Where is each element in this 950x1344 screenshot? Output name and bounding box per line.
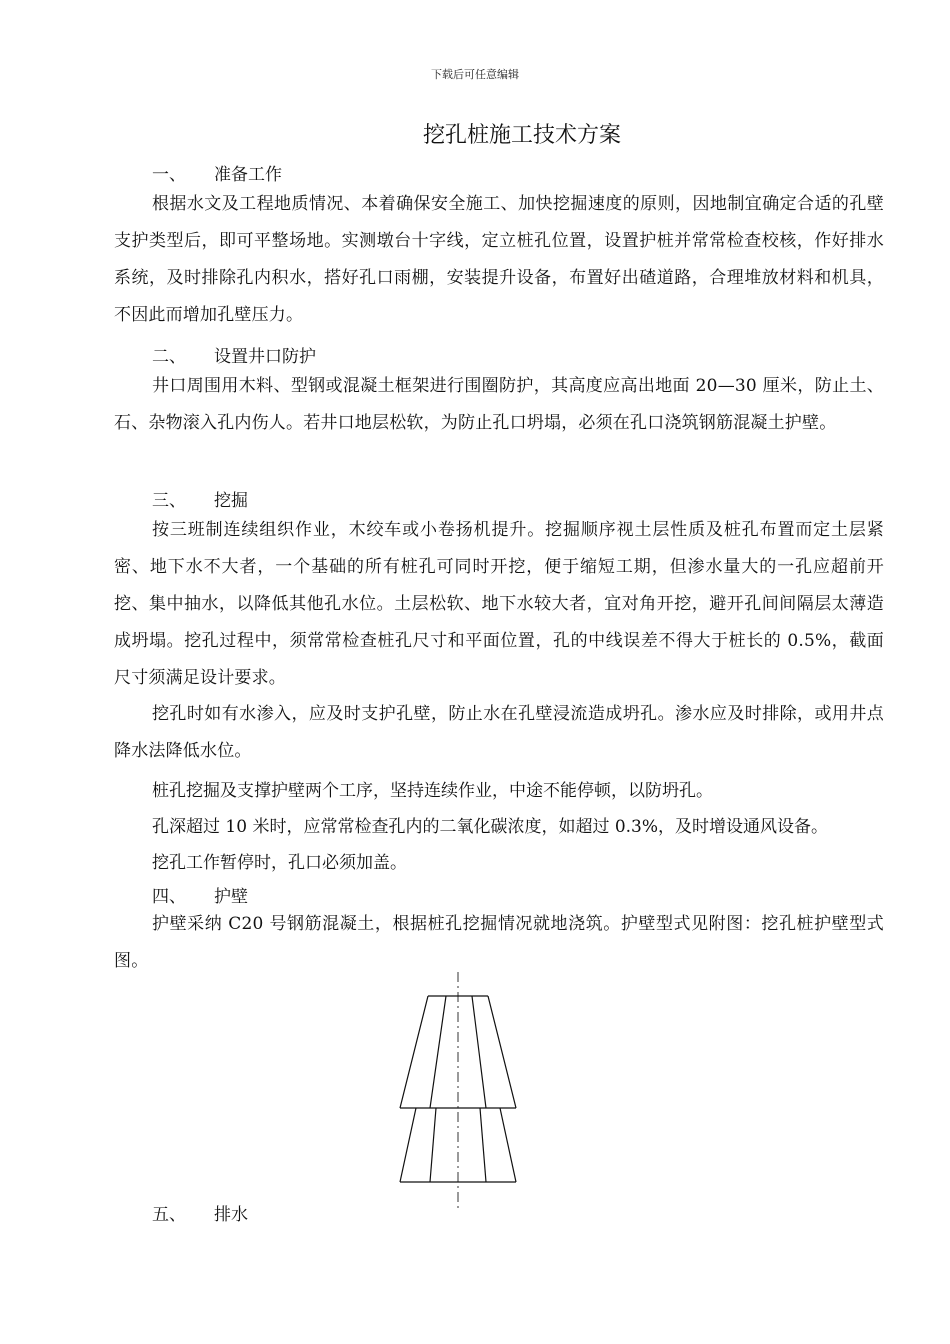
paragraph-prep: [114, 186, 884, 334]
paragraph-text: 护壁采纳 C20 号钢筋混凝土，根据桩孔挖掘情况就地浇筑。护壁型式见附图：挖孔桩护壁型式图。: [114, 914, 884, 971]
paragraph-text: 挖孔时如有水渗入，应及时支护孔壁，防止水在孔壁浸流造成坍孔。渗水应及时排除，或用井点降水法降低水位。: [114, 704, 884, 761]
paragraph-wellhead: [114, 368, 884, 442]
section-number: 二、: [152, 347, 186, 367]
document-title: 挖孔桩施工技术方案: [422, 123, 621, 148]
paragraph-text: 根据水文及工程地质情况、本着确保安全施工、加快挖掘速度的原则，因地制宜确定合适的孔壁支护类型后，即可平整场地。实测墩台十字线，定立桩孔位置，设置护桩并常常检查校核，作好排水系统，及时排除孔内积水，搭好孔口雨棚，安装提升设备，布置好出碴道路，合理堆放材料和机具，不因此而增加孔壁压力。: [114, 194, 884, 325]
pile-wall-diagram: [390, 968, 530, 1213]
section-heading-4: [152, 882, 248, 907]
section-title: 设置井口防护: [214, 347, 316, 367]
section-number: 五、: [152, 1205, 186, 1225]
section-title: 挖掘: [214, 491, 248, 511]
section-heading-1: [152, 160, 282, 185]
section-title: 护壁: [214, 887, 248, 907]
section-heading-5: [152, 1200, 248, 1225]
section-number: 四、: [152, 887, 186, 907]
section-heading-2: [152, 342, 316, 367]
paragraph-text: 按三班制连续组织作业，木绞车或小卷扬机提升。挖掘顺序视土层性质及桩孔布置而定土层紧密、地下水不大者，一个基础的所有桩孔可同时开挖，便于缩短工期，但渗水量大的一孔应超前开挖、集中抽水，以降低其他孔水位。土层松软、地下水较大者，宜对角开挖，避开孔间间隔层太薄造成坍塌。挖孔过程中，须常常检查桩孔尺寸和平面位置，孔的中线误差不得大于桩长的 0.5%，截面尺寸须满足设计要求。: [114, 520, 884, 688]
paragraph-dig-3: 桩孔挖掘及支撑护壁两个工序，坚持连续作业，中途不能停顿，以防坍孔。: [152, 781, 713, 801]
paragraph-dig-4: 孔深超过 10 米时，应常常检查孔内的二氧化碳浓度，如超过 0.3%，及时增设通风设备。: [152, 817, 829, 837]
paragraph-dig-5: 挖孔工作暂停时，孔口必须加盖。: [152, 853, 407, 873]
paragraph-dig-2: [114, 696, 884, 770]
paragraph-text: 井口周围用木料、型钢或混凝土框架进行围圈防护，其高度应高出地面 20—30 厘米，防止土、石、杂物滚入孔内伤人。若井口地层松软，为防止孔口坍塌，必须在孔口浇筑钢筋混凝土护壁。: [114, 376, 884, 433]
section-title: 排水: [214, 1205, 248, 1225]
section-heading-3: [152, 486, 248, 511]
section-number: 三、: [152, 491, 186, 511]
header-note: 下载后可任意编辑: [431, 68, 519, 81]
section-title: 准备工作: [214, 165, 282, 185]
section-number: 一、: [152, 165, 186, 185]
paragraph-dig-1: [114, 512, 884, 697]
